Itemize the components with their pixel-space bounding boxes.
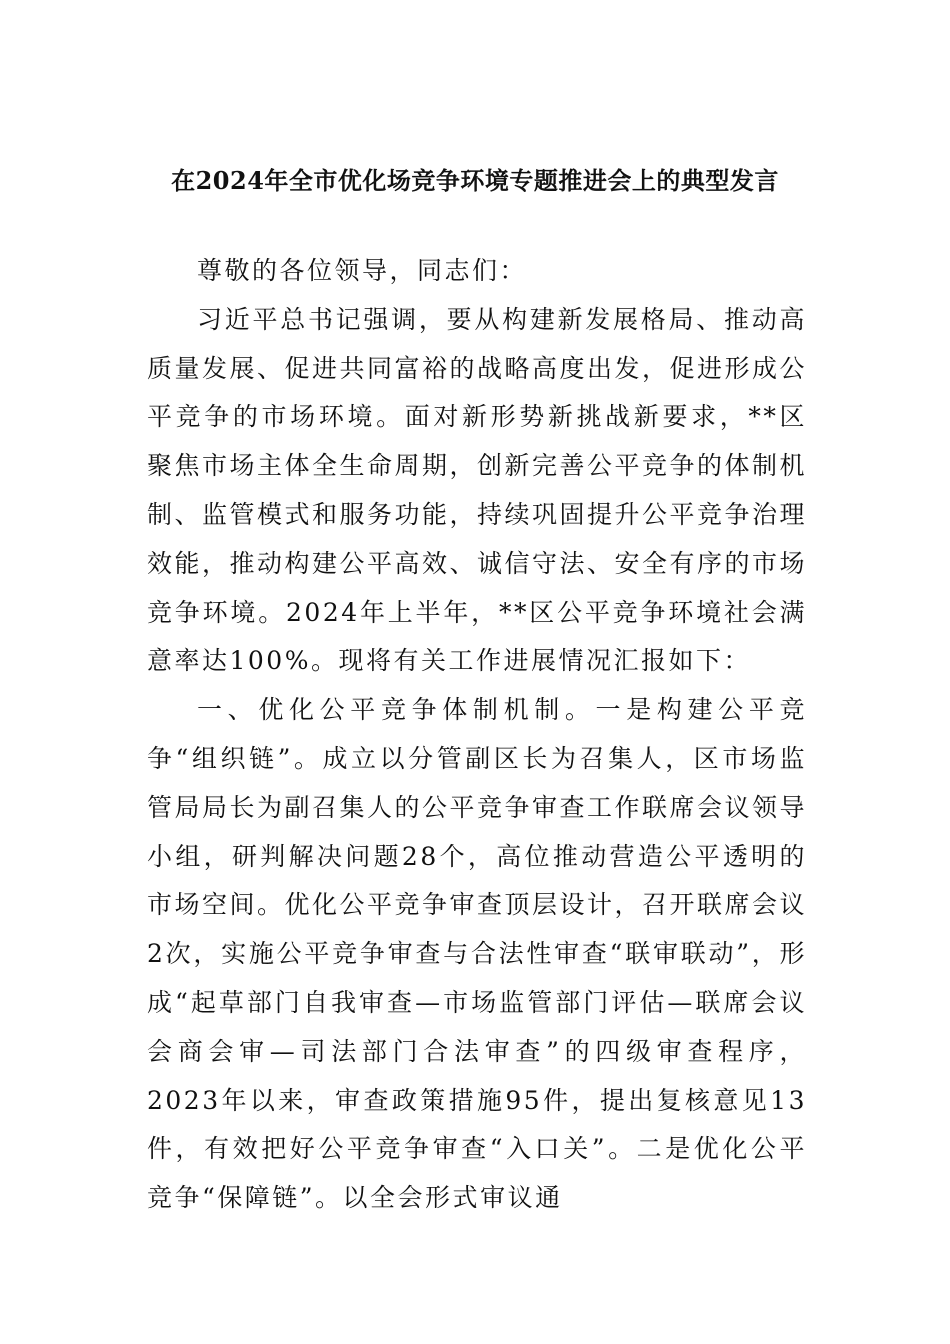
salutation-paragraph: 尊敬的各位领导，同志们： <box>197 256 528 285</box>
section-one-paragraph: 一、优化公平竞争体制机制。一是构建公平竞争“组织链”。成立以分管副区长为召集人，区市场监管局局长为副召集人的公平竞争审查工作联席会议领导小组，研判解决问题28个，高位推动营造公平透明的市场空间。优化公平竞争审查顶层设计，召开联席会议2次，实施公平竞争审查与合法性审查“联审联动”，形成“起草部门自我审查—市场监管部门评估—联席会议会商会审—司法部门合法审查”的四级审查程序，2023年以来，审查政策措施95件，提出复核意见13件，有效把好公平竞争审查“入口关”。二是优化公平竞争“保障链”。以全会形式审议通 <box>147 695 808 1213</box>
document-body <box>147 247 807 1223</box>
intro-paragraph: 习近平总书记强调，要从构建新发展格局、推动高质量发展、促进共同富裕的战略高度出发，促进形成公平竞争的市场环境。面对新形势新挑战新要求，**区聚焦市场主体全生命周期，创新完善公平竞争的体制机制、监管模式和服务功能，持续巩固提升公平竞争治理效能，推动构建公平高效、诚信守法、安全有序的市场竞争环境。2024年上半年，**区公平竞争环境社会满意率达100%。现将有关工作进展情况汇报如下： <box>147 304 808 676</box>
document-title: 在2024年全市优化场竞争环境专题推进会上的典型发言 <box>171 166 779 195</box>
